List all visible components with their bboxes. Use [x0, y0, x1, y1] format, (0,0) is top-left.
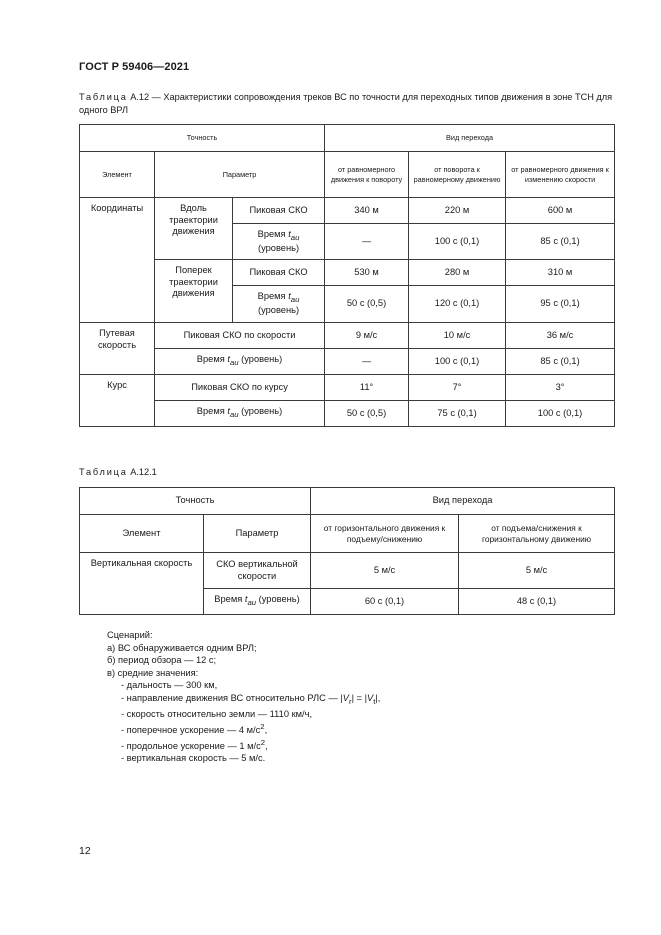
cell: 85 с (0,1): [506, 349, 615, 375]
cell: 3°: [506, 375, 615, 401]
element-coordinates: Координаты: [80, 198, 155, 323]
table2-label: Таблица: [79, 467, 128, 477]
cell: 100 с (0,1): [409, 224, 506, 260]
element-course: Курс: [80, 375, 155, 427]
param-peak-sko: Пиковая СКО: [233, 198, 325, 224]
cell: 9 м/с: [325, 323, 409, 349]
cell: 50 с (0,5): [325, 401, 409, 427]
cell: 50 с (0,5): [325, 286, 409, 323]
cell: 75 с (0,1): [409, 401, 506, 427]
note-longitudinal-acceleration: - продольное ускорение — 1 $м/с^2$,: [121, 737, 268, 751]
param-peak-course-sko: Пиковая СКО по курсу: [155, 375, 325, 401]
header-col-horizontal-to-climb: от горизонтального движения к подъему/снижению: [311, 515, 459, 553]
header-col-turn-to-uniform: от поворота к равномерному движению: [409, 152, 506, 198]
scenario-notes: [107, 629, 380, 765]
table2-number: А.12.1: [130, 467, 157, 477]
note-vertical-speed: - вертикальная скорость — 5 м/с.: [121, 753, 266, 764]
cell: 310 м: [506, 260, 615, 286]
header-parameter: Параметр: [204, 515, 311, 553]
param-time-level: Время $t_{au}$ (уровень): [204, 589, 311, 615]
header-col-climb-to-horizontal: от подъема/снижения к горизонтальному движению: [459, 515, 615, 553]
param-peak-sko: Пиковая СКО: [233, 260, 325, 286]
note-b: б) период обзора — 12 с;: [107, 655, 217, 666]
cell: 5 м/с: [311, 553, 459, 589]
cell: 530 м: [325, 260, 409, 286]
param-along-track: Вдоль траектории движения: [155, 198, 233, 260]
cell: 11°: [325, 375, 409, 401]
table-a12: [79, 124, 615, 427]
table1-number: А.12 —: [130, 92, 161, 102]
header-col-uniform-to-turn: от равномерного движения к повороту: [325, 152, 409, 198]
cell: 340 м: [325, 198, 409, 224]
header-element: Элемент: [80, 515, 204, 553]
cell: 120 с (0,1): [409, 286, 506, 323]
header-parameter: Параметр: [155, 152, 325, 198]
page-number: 12: [79, 845, 91, 857]
param-across-track: Поперек траектории движения: [155, 260, 233, 323]
note-direction: - направление движения ВС относительно РЛС — $|V_r| = |V_t|$,: [121, 692, 381, 706]
cell: 220 м: [409, 198, 506, 224]
cell: 36 м/с: [506, 323, 615, 349]
cell: 48 с (0,1): [459, 589, 615, 615]
cell: 7°: [409, 375, 506, 401]
param-time-level: Время $t_{au}$ (уровень): [233, 286, 325, 323]
table1-title: Характеристики сопровождения треков ВС по точности для переходных типов движения в зоне ТСН для одного ВРЛ: [79, 92, 613, 115]
header-accuracy: Точность: [80, 125, 325, 152]
cell: —: [325, 224, 409, 260]
cell: 95 с (0,1): [506, 286, 615, 323]
element-ground-speed: Путевая скорость: [80, 323, 155, 375]
cell: 600 м: [506, 198, 615, 224]
cell: 100 с (0,1): [409, 349, 506, 375]
cell: 10 м/с: [409, 323, 506, 349]
document-header: ГОСТ Р 59406—2021: [79, 61, 190, 73]
header-transition: Вид перехода: [311, 488, 615, 515]
header-element: Элемент: [80, 152, 155, 198]
cell: 280 м: [409, 260, 506, 286]
cell: —: [325, 349, 409, 375]
header-col-uniform-to-speed-change: от равномерного движения к изменению скорости: [506, 152, 615, 198]
header-transition: Вид перехода: [325, 125, 615, 152]
cell: 85 с (0,1): [506, 224, 615, 260]
note-ground-speed: - скорость относительно земли — 1110 км/ч,: [121, 709, 313, 720]
table2-caption: [79, 466, 157, 479]
note-a: а) ВС обнаруживается одним ВРЛ;: [107, 642, 257, 653]
cell: 100 с (0,1): [506, 401, 615, 427]
note-lateral-acceleration: - поперечное ускорение — 4 $м/с^2$,: [121, 722, 268, 736]
cell: 5 м/с: [459, 553, 615, 589]
param-peak-speed-sko: Пиковая СКО по скорости: [155, 323, 325, 349]
table1-caption: [79, 91, 619, 116]
element-vertical-speed: Вертикальная скорость: [80, 553, 204, 615]
table-a12-1: [79, 487, 615, 615]
param-vertical-speed-sko: СКО вертикальной скорости: [204, 553, 311, 589]
table1-label: Таблица: [79, 92, 128, 102]
header-accuracy: Точность: [80, 488, 311, 515]
param-time-level: Время $t_{au}$ (уровень): [155, 349, 325, 375]
note-v: в) средние значения:: [107, 667, 199, 678]
param-time-level: Время $t_{au}$ (уровень): [233, 224, 325, 260]
cell: 60 с (0,1): [311, 589, 459, 615]
note-range: - дальность — 300 км,: [121, 680, 218, 691]
notes-title: Сценарий:: [107, 630, 153, 640]
param-time-level: Время $t_{au}$ (уровень): [155, 401, 325, 427]
